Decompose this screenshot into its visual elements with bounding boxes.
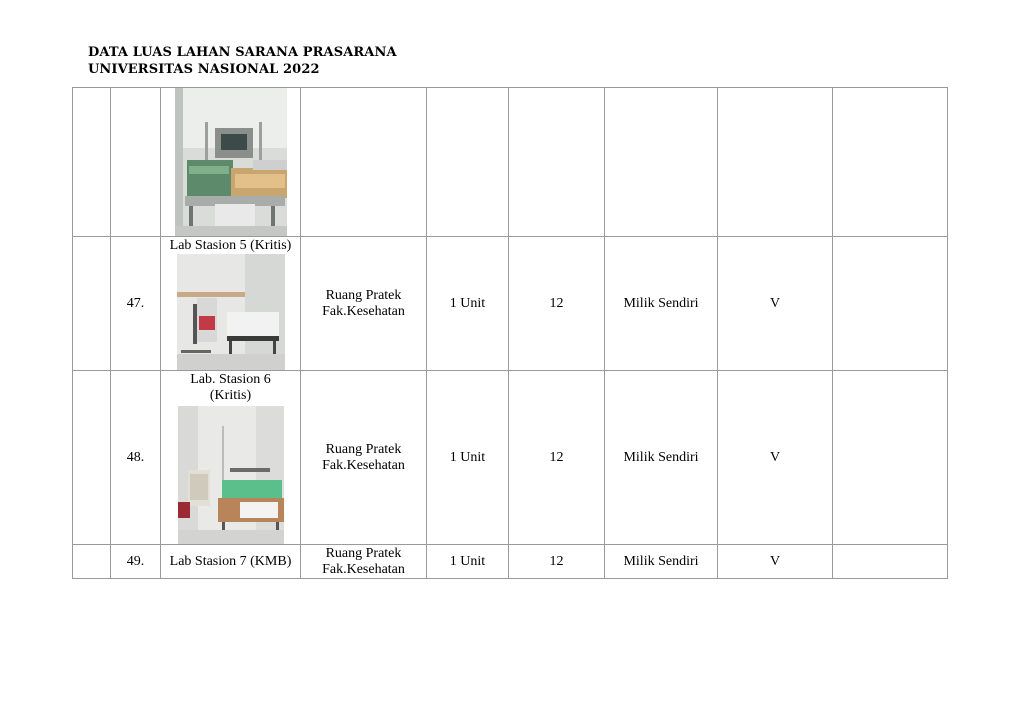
condition-cell: V bbox=[718, 237, 833, 371]
quantity-cell: 1 Unit bbox=[427, 237, 509, 371]
facility-name: Lab Stasion 5 (Kritis) bbox=[169, 238, 292, 253]
condition-cell: V bbox=[718, 545, 833, 579]
type-line2: Fak.Kesehatan bbox=[322, 303, 405, 319]
table-row bbox=[73, 88, 948, 237]
type-line1: Ruang Pratek bbox=[325, 545, 402, 561]
facility-name-line2: (Kritis) bbox=[209, 388, 252, 403]
facility-name-cell bbox=[161, 237, 301, 371]
hospital-bed-photo bbox=[178, 406, 284, 544]
blank-cell bbox=[833, 88, 948, 237]
type-cell bbox=[301, 371, 427, 545]
ownership-cell bbox=[605, 88, 718, 237]
condition-cell: V bbox=[718, 371, 833, 545]
document-header bbox=[88, 44, 397, 78]
blank-cell bbox=[833, 237, 948, 371]
condition-cell bbox=[718, 88, 833, 237]
document-title-line2: UNIVERSITAS NASIONAL 2022 bbox=[88, 62, 320, 77]
area-cell: 12 bbox=[509, 371, 605, 545]
type-line1: Ruang Pratek bbox=[325, 287, 402, 303]
type-line2: Fak.Kesehatan bbox=[322, 457, 405, 473]
type-line1: Ruang Pratek bbox=[325, 441, 402, 457]
row-number: 49. bbox=[111, 545, 161, 579]
row-number: 47. bbox=[111, 237, 161, 371]
facility-name: Lab Stasion 7 (KMB) bbox=[161, 545, 301, 579]
facility-table bbox=[72, 87, 948, 579]
blank-cell bbox=[73, 545, 111, 579]
facility-name-line1: Lab. Stasion 6 bbox=[190, 372, 271, 387]
document-title-line1: DATA LUAS LAHAN SARANA PRASARANA bbox=[88, 45, 397, 60]
blank-cell bbox=[833, 545, 948, 579]
blank-cell bbox=[73, 371, 111, 545]
table-row bbox=[73, 371, 948, 545]
exam-bed-photo bbox=[177, 254, 285, 370]
ownership-cell: Milik Sendiri bbox=[605, 237, 718, 371]
facility-name bbox=[161, 371, 300, 404]
type-cell bbox=[301, 545, 427, 579]
type-line2: Fak.Kesehatan bbox=[322, 561, 405, 577]
blank-cell bbox=[73, 237, 111, 371]
row-number bbox=[111, 88, 161, 237]
facility-name-cell bbox=[161, 371, 301, 545]
quantity-cell: 1 Unit bbox=[427, 371, 509, 545]
area-cell: 12 bbox=[509, 237, 605, 371]
blank-cell bbox=[833, 371, 948, 545]
ownership-cell: Milik Sendiri bbox=[605, 371, 718, 545]
area-cell: 12 bbox=[509, 545, 605, 579]
table-row bbox=[73, 545, 948, 579]
facility-photo-cell bbox=[161, 88, 301, 237]
icu-bed-photo bbox=[175, 88, 287, 236]
quantity-cell bbox=[427, 88, 509, 237]
quantity-cell: 1 Unit bbox=[427, 545, 509, 579]
area-cell bbox=[509, 88, 605, 237]
blank-cell bbox=[73, 88, 111, 237]
type-cell bbox=[301, 88, 427, 237]
ownership-cell: Milik Sendiri bbox=[605, 545, 718, 579]
table-row bbox=[73, 237, 948, 371]
type-cell bbox=[301, 237, 427, 371]
row-number: 48. bbox=[111, 371, 161, 545]
